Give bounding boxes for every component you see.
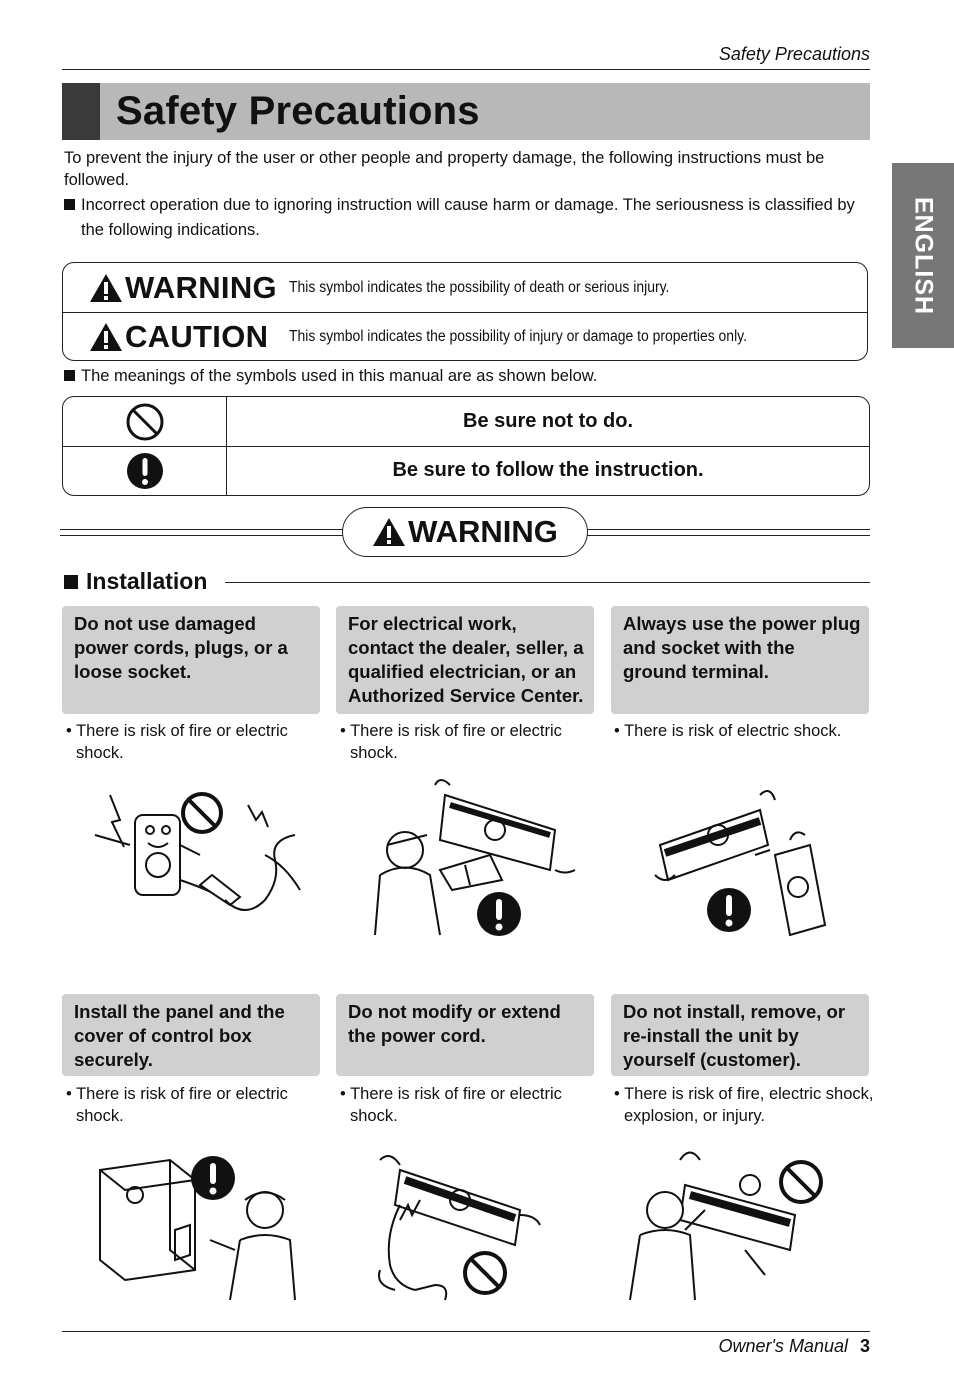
symbols-intro-text: The meanings of the symbols used in this manual are as shown below. [81,367,598,385]
signal-word-warning-label: WARNING [125,269,277,305]
risk-note-text: There is risk of fire or electric shock. [76,722,288,762]
risk-note-text: There is risk of fire, electric shock, explosion, or injury. [624,1085,874,1125]
header-rule [62,69,870,70]
signal-word-caution [63,319,289,355]
section-rule [225,582,870,583]
prohibition-icon [462,1250,508,1296]
symbols-intro [64,367,597,386]
prohibition-icon [778,1159,824,1205]
running-header: Safety Precautions [718,44,870,64]
warning-banner [342,507,588,557]
instruction-card: Do not modify or extend the power cord. [336,994,594,1076]
mandatory-icon [706,887,752,933]
square-bullet-icon [64,199,75,210]
signal-word-warning-desc: This symbol indicates the possibility of death or serious injury. [289,278,670,296]
signal-row-caution [63,312,867,361]
signal-word-warning [63,270,289,306]
risk-note: • There is risk of fire or electric shock. [66,722,288,762]
section-heading [64,568,207,595]
title-accent [62,83,100,140]
footer-rule [62,1331,870,1332]
symbol-table [62,396,870,496]
footer [718,1336,870,1357]
square-bullet-icon [64,575,78,589]
signal-word-caution-desc: This symbol indicates the possibility of injury or damage to properties only. [289,327,747,345]
page-number: 3 [859,1336,870,1356]
footer-label: Owner's Manual [718,1336,848,1356]
mandatory-icon [190,1155,236,1201]
symbol-meaning-prohibition: Be sure not to do. [463,410,633,432]
risk-note-text: There is risk of fire or electric shock. [350,722,562,762]
symbol-row-mandatory [63,446,869,495]
mandatory-icon [125,451,165,491]
risk-note: • There is risk of fire or electric shock. [340,1085,562,1125]
square-bullet-icon [64,370,75,381]
symbol-row-prohibition [63,397,869,447]
instruction-card: Do not install, remove, or re-install the unit by yourself (customer). [611,994,869,1076]
signal-word-caution-label: CAUTION [125,318,269,354]
instruction-card: Do not use damaged power cords, plugs, or a loose socket. [62,606,320,714]
prohibition-icon [125,402,165,442]
risk-note: • There is risk of fire or electric shock. [340,722,562,762]
symbol-meaning-mandatory: Be sure to follow the instruction. [392,459,704,481]
warning-banner-label: WARNING [408,514,558,549]
signal-row-warning [63,263,867,313]
self-install-illustration [625,1140,875,1320]
language-tab [892,163,954,348]
signal-word-box [62,262,868,361]
prohibition-icon [180,791,224,835]
language-tab-label: ENGLISH [909,196,938,315]
risk-note: • There is risk of fire, electric shock, explosion, or injury. [614,1085,874,1125]
risk-note: • There is risk of electric shock. [614,722,842,740]
section-heading-label: Installation [86,568,208,594]
risk-note-text: There is risk of electric shock. [624,722,842,740]
caution-triangle-icon [89,322,123,352]
risk-note-text: There is risk of fire or electric shock. [350,1085,562,1125]
instruction-card: Always use the power plug and socket with the ground terminal. [611,606,869,714]
mandatory-icon [476,891,522,937]
risk-note: • There is risk of fire or electric shock. [66,1085,288,1125]
warning-triangle-icon [372,517,406,547]
page-title: Safety Precautions [116,89,480,133]
ground-terminal-illustration [640,775,890,955]
intro-paragraph: To prevent the injury of the user or other people and property damage, the following instructions must be followed. [64,149,825,189]
intro-bullet [64,193,864,243]
title-bar [62,83,870,140]
intro [64,147,864,243]
warning-triangle-icon [89,273,123,303]
symbol-cell [63,446,227,495]
symbol-cell [63,397,227,446]
instruction-card: For electrical work, contact the dealer, seller, a qualified electrician, or an Authorized Service Center. [336,606,594,714]
instruction-card: Install the panel and the cover of control box securely. [62,994,320,1076]
intro-bullet-text: Incorrect operation due to ignoring instruction will cause harm or damage. The seriousness is classified by the following indications. [81,196,855,239]
risk-note-text: There is risk of fire or electric shock. [76,1085,288,1125]
